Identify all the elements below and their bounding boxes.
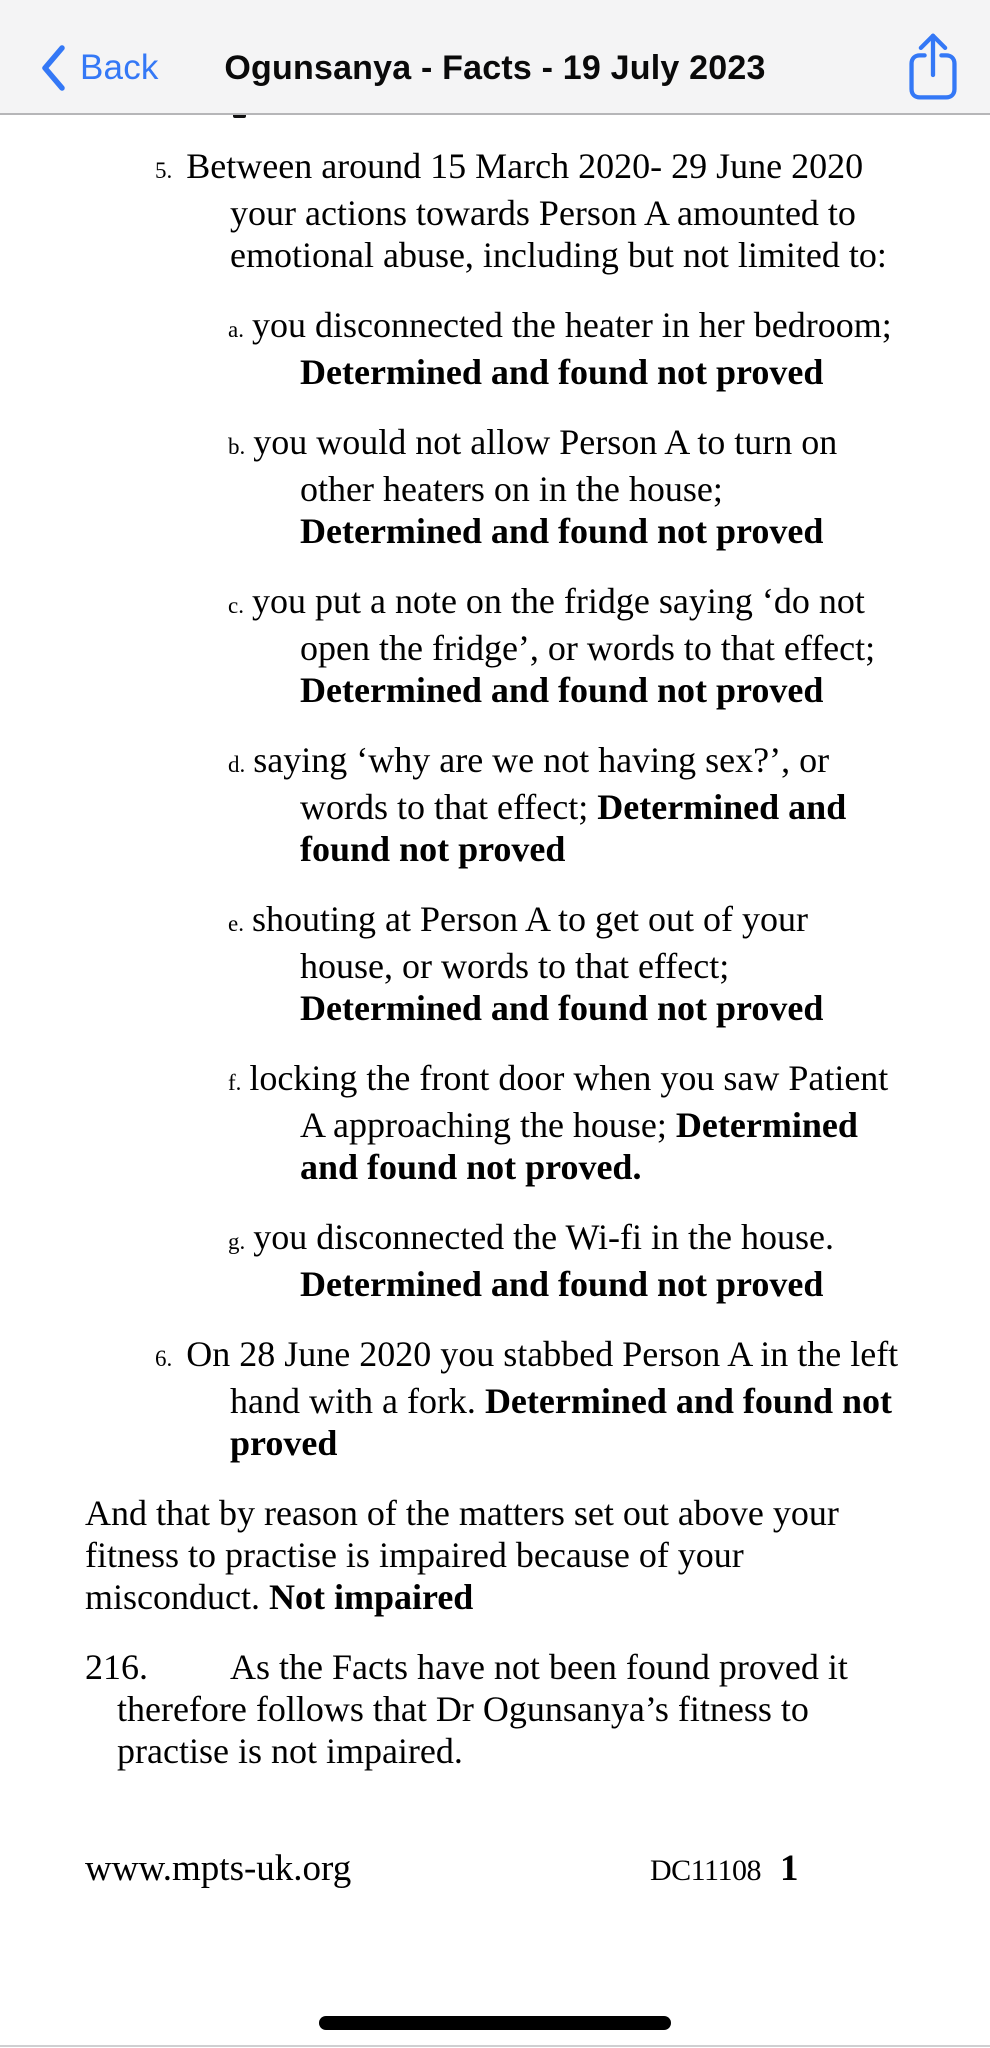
list-marker: b.: [228, 434, 246, 459]
paragraph: 6. On 28 June 2020 you stabbed Person A in the left hand with a fork. Determined and found not proved: [155, 1334, 899, 1463]
footer-website: www.mpts-uk.org: [85, 1848, 352, 1889]
paragraph: 5. Between around 15 March 2020- 29 June 2020 your actions towards Person A amounted to emotional abuse, including but not limited to:: [155, 146, 887, 275]
footer-page-number: 1: [779, 1848, 799, 1889]
paragraph: a. you disconnected the heater in her bedroom; Determined and found not proved: [228, 305, 892, 392]
document-paragraphs: [85, 145, 930, 1772]
navigation-bar: [0, 0, 990, 115]
list-marker: 216.: [85, 1647, 148, 1687]
document-view[interactable]: [0, 115, 990, 2048]
list-marker: f.: [228, 1070, 242, 1095]
paragraph: b. you would not allow Person A to turn on other heaters on in the house; Determined and found not proved: [228, 422, 838, 551]
document-content: [0, 115, 990, 1889]
chevron-left-icon: [40, 44, 66, 92]
share-icon: [905, 31, 961, 104]
paragraph: c. you put a note on the fridge saying ‘do not open the fridge’, or words to that effect; Determined and found not proved: [228, 581, 876, 710]
footer-doc-id: DC11108: [650, 1854, 761, 1887]
list-marker: e.: [228, 911, 244, 936]
paragraph: e. shouting at Person A to get out of your house, or words to that effect; Determined and found not proved: [228, 899, 824, 1028]
list-marker: 6.: [155, 1346, 173, 1371]
list-marker: d.: [228, 752, 246, 777]
paragraph: And that by reason of the matters set out above your fitness to practise is impaired because of your misconduct. Not impaired: [85, 1493, 839, 1617]
back-button[interactable]: [40, 44, 159, 92]
list-marker: c.: [228, 593, 244, 618]
paragraph: d. saying ‘why are we not having sex?’, or words to that effect; Determined and found not proved: [228, 740, 847, 869]
footer-reference: [650, 1847, 798, 1892]
list-marker: a.: [228, 317, 244, 342]
list-marker: g.: [228, 1229, 246, 1254]
bottom-edge-line: [0, 2045, 990, 2047]
share-button[interactable]: [902, 28, 964, 108]
paragraph: g. you disconnected the Wi-fi in the house. Determined and found not proved: [228, 1217, 834, 1304]
paragraph: 216. As the Facts have not been found proved it therefore follows that Dr Ogunsanya’s fitness to practise is not impaired.: [85, 1647, 848, 1771]
home-indicator[interactable]: [319, 2016, 671, 2030]
page-title: Ogunsanya - Facts - 19 July 2023: [224, 49, 766, 87]
back-button-label: Back: [80, 47, 159, 87]
list-marker: 5.: [155, 158, 173, 183]
paragraph: f. locking the front door when you saw Patient A approaching the house; Determined and found not proved.: [228, 1058, 889, 1187]
page-footer: [85, 1847, 930, 1889]
